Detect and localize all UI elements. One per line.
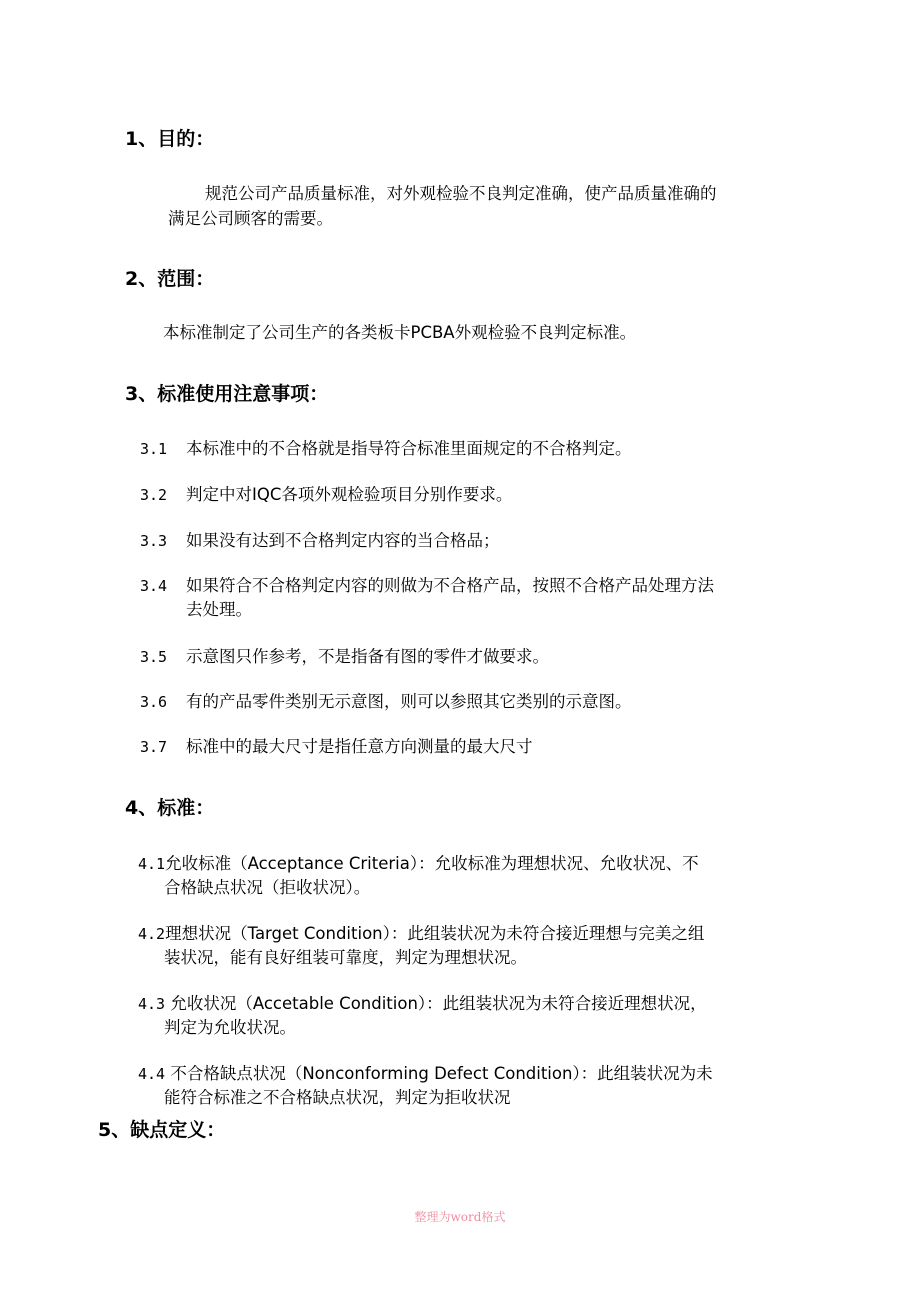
section-5-heading: 5、缺点定义： [98,1119,226,1141]
item-number: 3.5 [140,648,168,666]
item-3-3 [140,529,500,553]
section-2-text: 本标准制定了公司生产的各类板卡PCBA外观检验不良判定标准。 [163,323,637,342]
item-4-1 [138,852,699,876]
section-3-heading: 3、标准使用注意事项： [125,383,329,405]
section-2-heading: 2、范围： [125,268,215,290]
item-4-1-line2: 合格缺点状况（拒收状况）。 [164,878,371,897]
item-text: 如果没有达到不合格判定内容的当合格品； [186,531,500,550]
item-3-5 [140,645,549,669]
section-1-text-line2: 满足公司顾客的需要。 [168,209,333,228]
item-text: 判定中对IQC各项外观检验项目分别作要求。 [186,485,513,504]
item-3-4-line2: 去处理。 [186,600,252,619]
item-4-3 [138,992,707,1016]
item-3-2 [140,483,512,507]
section-1-text-line1: 规范公司产品质量标准，对外观检验不良判定准确，使产品质量准确的 [205,184,717,203]
section-1-heading: 1、目的： [125,128,215,150]
item-number: 3.6 [140,693,168,711]
item-number: 4.1 [138,855,166,873]
item-4-3-line2: 判定为允收状况。 [164,1018,296,1037]
item-number: 4.4 [138,1065,166,1083]
item-4-2-line2: 装状况，能有良好组装可靠度，判定为理想状况。 [164,948,527,967]
item-text: 本标准中的不合格就是指导符合标准里面规定的不合格判定。 [186,439,632,458]
item-text: 有的产品零件类别无示意图，则可以参照其它类别的示意图。 [186,692,632,711]
item-4-4 [138,1062,713,1086]
item-number: 3.1 [140,440,168,458]
item-text: 如果符合不合格判定内容的则做为不合格产品，按照不合格产品处理方法 [186,576,714,595]
item-number: 4.3 [138,995,166,1013]
item-number: 3.7 [140,738,168,756]
item-4-4-line2: 能符合标准之不合格缺点状况，判定为拒收状况 [164,1088,511,1107]
item-3-7 [140,735,533,759]
item-4-2 [138,922,704,946]
item-number: 4.2 [138,925,166,943]
item-text: 标准中的最大尺寸是指任意方向测量的最大尺寸 [186,737,533,756]
footer-watermark: 整理为word格式 [414,1210,506,1224]
item-text: 不合格缺点状况（Nonconforming Defect Condition）：此组装状况为未 [170,1064,713,1083]
item-3-6 [140,690,632,714]
item-text: 理想状况（Target Condition）：此组装状况为未符合接近理想与完美之组 [165,924,705,943]
item-text: 允收状况（Accetable Condition）：此组装状况为未符合接近理想状况， [170,994,707,1013]
section-4-heading: 4、标准： [125,797,215,819]
item-number: 3.3 [140,532,168,550]
item-3-4 [140,574,714,598]
item-number: 3.4 [140,577,168,595]
item-3-1 [140,437,632,461]
item-text: 允收标准（Acceptance Criteria）：允收标准为理想状况、允收状况、不 [165,854,699,873]
item-number: 3.2 [140,486,168,504]
item-text: 示意图只作参考，不是指备有图的零件才做要求。 [186,647,549,666]
